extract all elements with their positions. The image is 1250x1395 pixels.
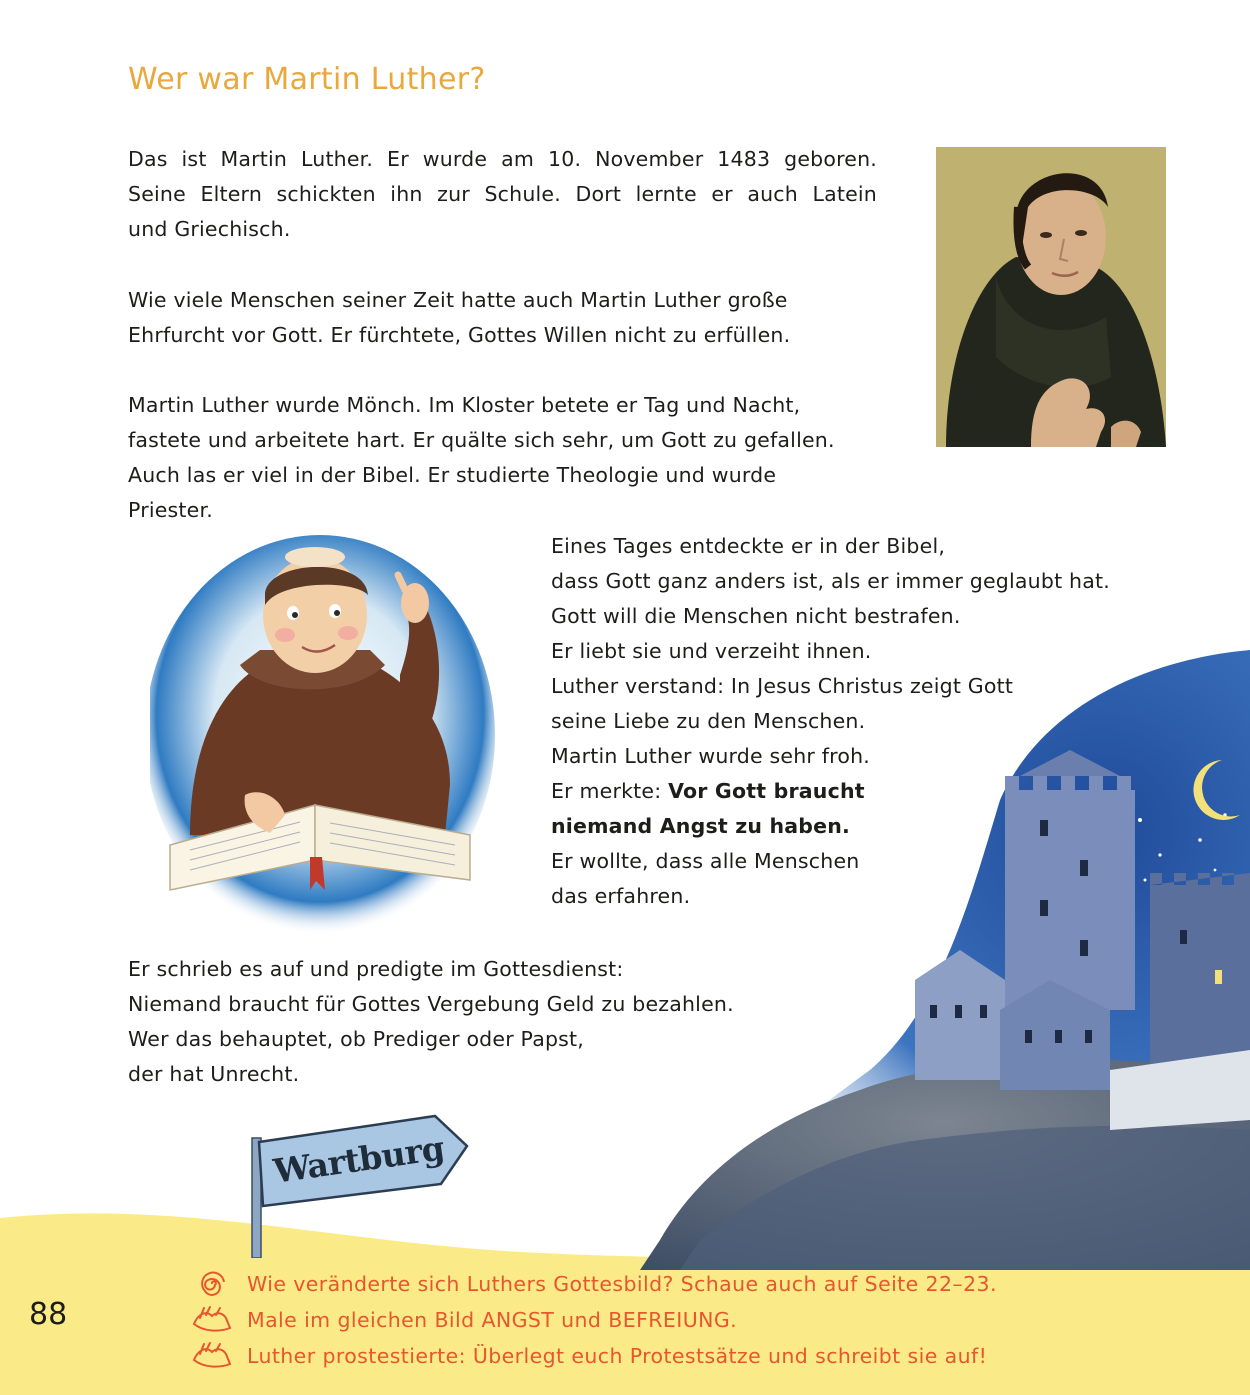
hands-icon <box>190 1340 234 1372</box>
fear-paragraph <box>128 283 790 353</box>
intro-paragraph <box>128 142 877 247</box>
text-line: das erfahren. <box>551 884 691 908</box>
key-message-part1: Vor Gott braucht <box>668 779 865 803</box>
text-line: Wer das behauptet, ob Prediger oder Papst, <box>128 1027 585 1051</box>
task-item <box>190 1339 987 1373</box>
text-line: Das ist Martin Luther. Er wurde am 10. November 1483 geboren. <box>128 147 877 171</box>
text-line: Seine Eltern schickten ihn zur Schule. Dort lernte er auch Latein <box>128 182 877 206</box>
text-line: Eines Tages entdeckte er in der Bibel, <box>551 534 946 558</box>
text-line: dass Gott ganz anders ist, als er immer geglaubt hat. <box>551 569 1110 593</box>
task-item <box>190 1303 737 1337</box>
text-line: seine Liebe zu den Menschen. <box>551 709 866 733</box>
text-line: und Griechisch. <box>128 217 291 241</box>
text-line: Er schrieb es auf und predigte im Gottesdienst: <box>128 957 624 981</box>
page-title: Wer war Martin Luther? <box>128 62 486 97</box>
text-line: Ehrfurcht vor Gott. Er fürchtete, Gottes Willen nicht zu erfüllen. <box>128 323 791 347</box>
monk-paragraph <box>128 388 835 528</box>
text-line: Er liebt sie und verzeiht ihnen. <box>551 639 872 663</box>
luther-portrait-painting <box>936 147 1166 447</box>
text-line: Auch las er viel in der Bibel. Er studierte Theologie und wurde <box>128 463 777 487</box>
page-number: 88 <box>29 1297 68 1332</box>
sign-label: Wartburg <box>271 1128 447 1191</box>
text-line: fastete und arbeitete hart. Er quälte sich sehr, um Gott zu gefallen. <box>128 428 835 452</box>
text-line: Priester. <box>128 498 213 522</box>
monk-reading-bible-illustration <box>150 535 495 935</box>
task-text: Luther prostestierte: Überlegt euch Protestsätze und schreibt sie auf! <box>247 1344 988 1368</box>
text-line: Er wollte, dass alle Menschen <box>551 849 860 873</box>
text-line: Martin Luther wurde sehr froh. <box>551 744 871 768</box>
text-line: Gott will die Menschen nicht bestrafen. <box>551 604 961 628</box>
preaching-paragraph <box>128 952 734 1092</box>
text-line: der hat Unrecht. <box>128 1062 300 1086</box>
text-line: Martin Luther wurde Mönch. Im Kloster betete er Tag und Nacht, <box>128 393 801 417</box>
hands-icon <box>190 1304 234 1336</box>
key-message-part2: niemand Angst zu haben. <box>551 814 851 838</box>
text-line: Wie viele Menschen seiner Zeit hatte auch Martin Luther große <box>128 288 788 312</box>
text-line: Niemand braucht für Gottes Vergebung Geld zu bezahlen. <box>128 992 734 1016</box>
text-line: Luther verstand: In Jesus Christus zeigt Gott <box>551 674 1014 698</box>
discovery-paragraph <box>551 529 1110 914</box>
task-text: Wie veränderte sich Luthers Gottesbild? Schaue auch auf Seite 22–23. <box>247 1272 997 1296</box>
text-fragment: Er merkte: <box>551 779 669 803</box>
text-line <box>551 774 1110 809</box>
task-item <box>190 1267 997 1301</box>
spiral-icon <box>190 1268 234 1300</box>
task-text: Male im gleichen Bild ANGST und BEFREIUNG. <box>247 1308 738 1332</box>
